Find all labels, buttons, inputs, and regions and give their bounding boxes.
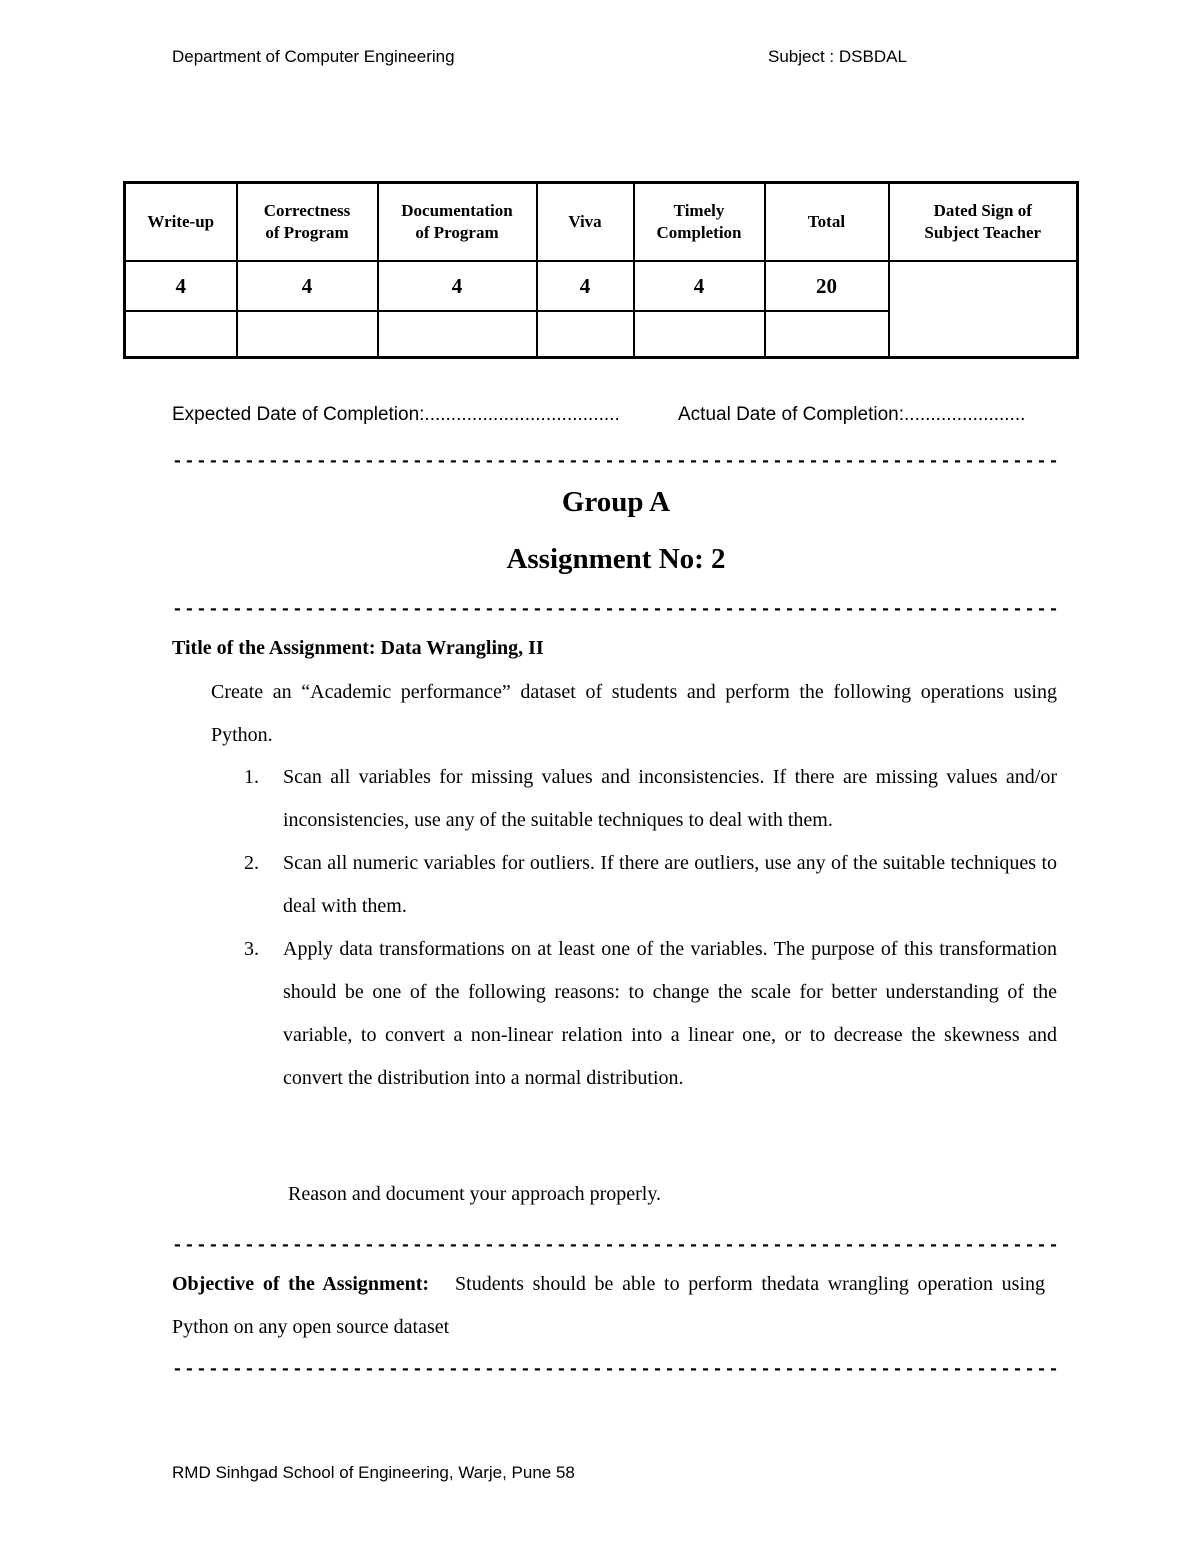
column-header-timely: Timely Completion — [634, 183, 765, 262]
list-item — [244, 842, 1057, 928]
max-marks-cell: 4 — [634, 261, 765, 311]
subject-header: Subject : DSBDAL — [768, 47, 907, 66]
max-marks-cell: 4 — [378, 261, 537, 311]
max-marks-cell: 4 — [237, 261, 378, 311]
separator-line: -------------------------------------------------------------------------- — [172, 600, 1061, 620]
footer-institution: RMD Sinhgad School of Engineering, Warje, Pune 58 — [172, 1463, 575, 1482]
title-label: Title of the Assignment: — [172, 637, 376, 659]
task-number: 3. — [244, 938, 259, 960]
assignment-heading: Assignment No: 2 — [506, 543, 726, 575]
department-header: Department of Computer Engineering — [172, 47, 455, 66]
task-number: 1. — [244, 766, 259, 788]
obtained-marks-cell — [765, 311, 889, 358]
assignment-title — [172, 637, 544, 660]
column-header-correctness: Correctness of Program — [237, 183, 378, 262]
column-header-documentation: Documentation of Program — [378, 183, 537, 262]
task-list — [244, 756, 1057, 1100]
marks-table-header-row — [125, 183, 1078, 262]
actual-date: Actual Date of Completion:....................... — [678, 404, 1026, 425]
column-header-writeup: Write-up — [125, 183, 237, 262]
assignment-intro: Create an “Academic performance” dataset of students and perform the following operations using Python. — [211, 681, 1057, 746]
separator-line: -------------------------------------------------------------------------- — [172, 1360, 1061, 1380]
obtained-marks-cell — [378, 311, 537, 358]
marks-table-max-row — [125, 261, 1078, 311]
title-value: Data Wrangling, II — [380, 637, 544, 659]
separator-line: -------------------------------------------------------------------------- — [172, 452, 1061, 472]
separator-line: -------------------------------------------------------------------------- — [172, 1236, 1061, 1256]
max-marks-cell: 4 — [125, 261, 237, 311]
task-text: Scan all numeric variables for outliers. If there are outliers, use any of the suitable techniques to deal with them. — [283, 852, 1057, 917]
obtained-marks-cell — [634, 311, 765, 358]
column-header-teacher-sign: Dated Sign of Subject Teacher — [889, 183, 1078, 262]
obtained-marks-cell — [237, 311, 378, 358]
objective-text: Students should be able to perform thedata wrangling operation using Python on any open source dataset — [172, 1273, 1046, 1338]
list-item — [244, 756, 1057, 842]
task-text: Apply data transformations on at least one of the variables. The purpose of this transformation should be one of the following reasons: to change the scale for better understanding of the variable, to convert a non-linear relation into a linear one, or to decrease the skewness and convert the distribution into a normal distribution. — [283, 938, 1057, 1089]
column-header-total: Total — [765, 183, 889, 262]
reason-note: Reason and document your approach properly. — [288, 1183, 662, 1205]
assignment-objective — [172, 1263, 1045, 1349]
max-marks-cell: 4 — [537, 261, 634, 311]
max-marks-cell: 20 — [765, 261, 889, 311]
column-header-viva: Viva — [537, 183, 634, 262]
group-heading: Group A — [561, 486, 671, 518]
objective-label: Objective of the Assignment: — [172, 1273, 430, 1295]
list-item — [244, 928, 1057, 1100]
task-text: Scan all variables for missing values and inconsistencies. If there are missing values and/or inconsistencies, use any of the suitable techniques to deal with them. — [283, 766, 1057, 831]
obtained-marks-cell — [537, 311, 634, 358]
teacher-sign-cell — [889, 261, 1078, 358]
task-number: 2. — [244, 852, 259, 874]
obtained-marks-cell — [125, 311, 237, 358]
marks-table — [123, 181, 1079, 359]
expected-date: Expected Date of Completion:..................................... — [172, 404, 620, 425]
